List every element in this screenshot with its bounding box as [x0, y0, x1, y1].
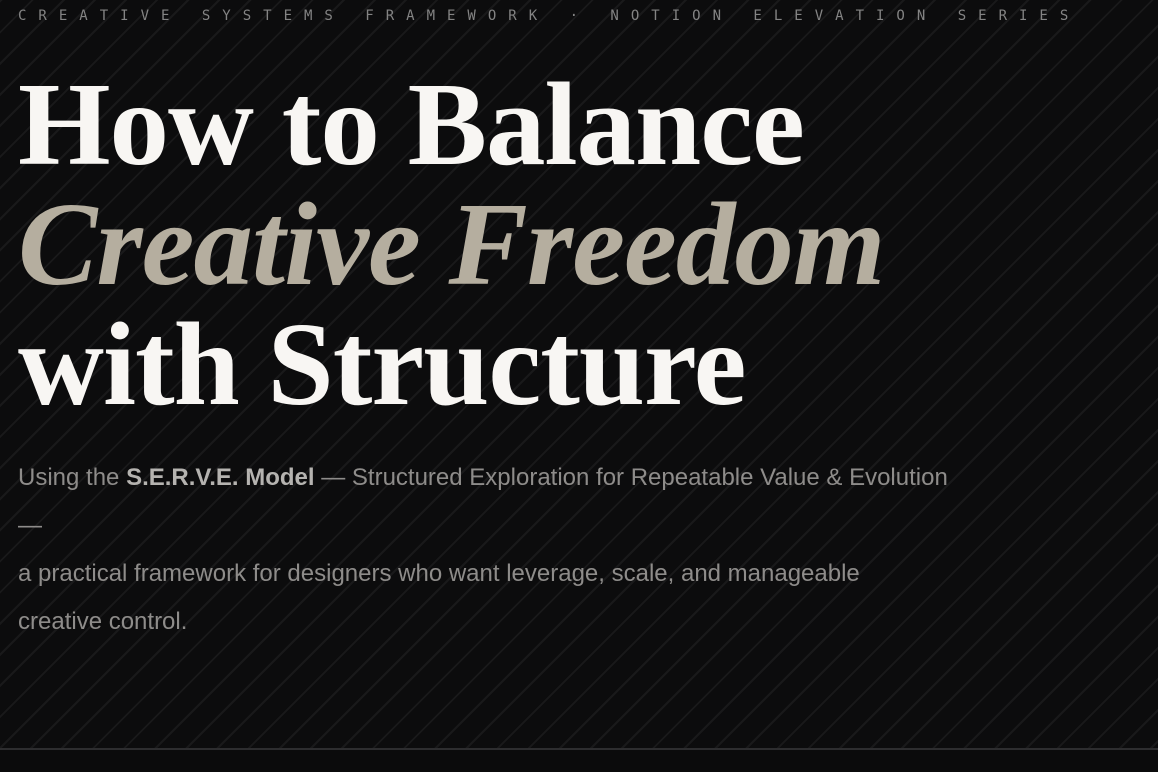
title-line-1: How to Balance	[18, 58, 804, 190]
article-title	[18, 58, 1140, 430]
intro-line-4: creative control.	[18, 608, 188, 635]
next-section-strip	[0, 750, 1158, 772]
eyebrow-label: CREATIVE SYSTEMS FRAMEWORK · NOTION ELEVATION SERIES	[18, 8, 1081, 24]
title-line-2-accent: Creative Freedom	[18, 178, 885, 310]
intro-line-1-prefix: Using the	[18, 464, 127, 491]
serve-model-bold: S.E.R.V.E. Model	[126, 464, 315, 491]
intro-line-2-dash: —	[18, 512, 42, 539]
intro-line-1	[18, 454, 1140, 502]
intro-line-1-suffix: — Structured Exploration for Repeatable Value & Evolution	[314, 464, 948, 491]
intro-paragraph	[18, 454, 1140, 646]
intro-line-3: a practical framework for designers who want leverage, scale, and manageable	[18, 560, 860, 587]
title-line-3: with Structure	[18, 298, 746, 430]
